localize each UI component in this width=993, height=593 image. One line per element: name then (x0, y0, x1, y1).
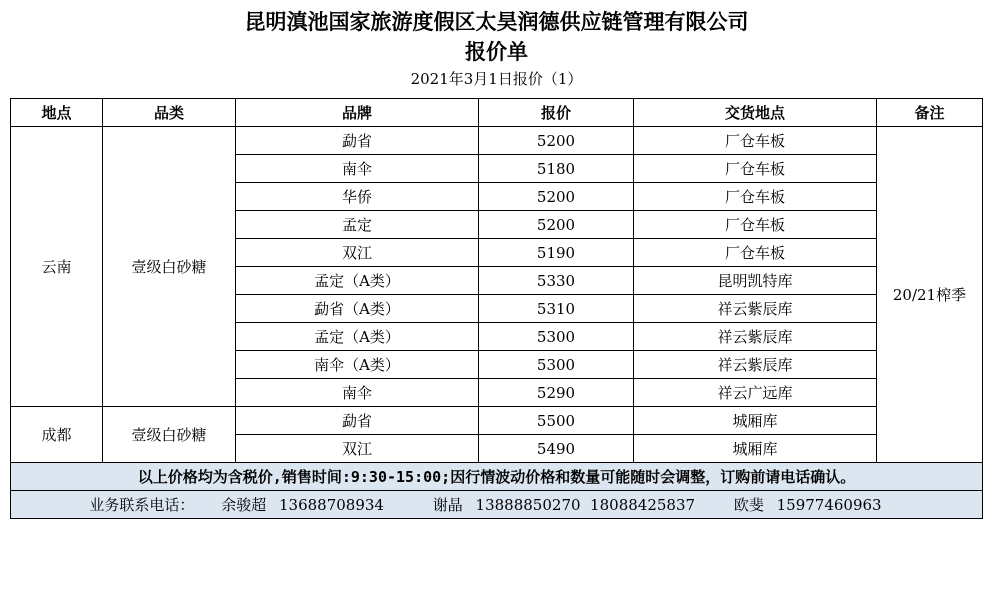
brand-cell: 南伞 (236, 379, 479, 407)
brand-cell: 华侨 (236, 183, 479, 211)
delivery-cell: 厂仓车板 (634, 183, 877, 211)
table-row (11, 127, 983, 155)
location-cell: 云南 (11, 127, 103, 407)
remark-cell: 20/21榨季 (877, 127, 983, 463)
col-header-brand: 品牌 (236, 99, 479, 127)
price-cell: 5200 (479, 211, 634, 239)
brand-cell: 南伞（A类） (236, 351, 479, 379)
contact-phone: 13688708934 (278, 495, 384, 514)
document-title: 报价单 (465, 39, 528, 64)
contact-name: 欧斐 (733, 495, 764, 514)
category-cell: 壹级白砂糖 (103, 127, 236, 407)
col-header-remark: 备注 (877, 99, 983, 127)
brand-cell: 勐省 (236, 127, 479, 155)
price-cell: 5290 (479, 379, 634, 407)
delivery-cell: 祥云广远库 (634, 379, 877, 407)
brand-cell: 双江 (236, 435, 479, 463)
brand-cell: 勐省（A类） (236, 295, 479, 323)
company-name: 昆明滇池国家旅游度假区太昊润德供应链管理有限公司 (244, 9, 749, 34)
price-cell: 5490 (479, 435, 634, 463)
col-header-category: 品类 (103, 99, 236, 127)
brand-cell: 孟定（A类） (236, 323, 479, 351)
contact-phone: 15977460963 (776, 495, 882, 514)
delivery-cell: 城厢库 (634, 407, 877, 435)
delivery-cell: 厂仓车板 (634, 239, 877, 267)
delivery-cell: 昆明凯特库 (634, 267, 877, 295)
col-header-delivery: 交货地点 (634, 99, 877, 127)
quote-date: 2021年3月1日报价（1） (410, 70, 583, 88)
delivery-cell: 厂仓车板 (634, 127, 877, 155)
price-cell: 5330 (479, 267, 634, 295)
price-cell: 5500 (479, 407, 634, 435)
brand-cell: 南伞 (236, 155, 479, 183)
delivery-cell: 厂仓车板 (634, 211, 877, 239)
contact-name: 余骏超 (221, 495, 267, 514)
delivery-cell: 城厢库 (634, 435, 877, 463)
price-cell: 5190 (479, 239, 634, 267)
col-header-price: 报价 (479, 99, 634, 127)
price-cell: 5200 (479, 127, 634, 155)
delivery-cell: 祥云紫辰库 (634, 323, 877, 351)
table-row (11, 407, 983, 435)
price-cell: 5200 (479, 183, 634, 211)
note-row (11, 463, 983, 491)
contact-phone: 13888850270 18088425837 (475, 495, 696, 514)
price-cell: 5180 (479, 155, 634, 183)
brand-cell: 双江 (236, 239, 479, 267)
col-header-location: 地点 (11, 99, 103, 127)
price-note: 以上价格均为含税价,销售时间:9:30-15:00;因行情波动价格和数量可能随时会调整，订购前请电话确认。 (11, 463, 983, 491)
location-cell: 成都 (11, 407, 103, 463)
table-header-row (11, 99, 983, 127)
delivery-cell: 厂仓车板 (634, 155, 877, 183)
category-cell: 壹级白砂糖 (103, 407, 236, 463)
price-cell: 5300 (479, 351, 634, 379)
contact-label: 业务联系电话： (89, 495, 195, 514)
delivery-cell: 祥云紫辰库 (634, 295, 877, 323)
brand-cell: 孟定（A类） (236, 267, 479, 295)
brand-cell: 孟定 (236, 211, 479, 239)
contact-row (11, 491, 983, 519)
contact-name: 谢晶 (432, 495, 463, 514)
price-cell: 5300 (479, 323, 634, 351)
delivery-cell: 祥云紫辰库 (634, 351, 877, 379)
brand-cell: 勐省 (236, 407, 479, 435)
price-cell: 5310 (479, 295, 634, 323)
price-table (10, 98, 983, 519)
contact-cell (11, 491, 983, 519)
